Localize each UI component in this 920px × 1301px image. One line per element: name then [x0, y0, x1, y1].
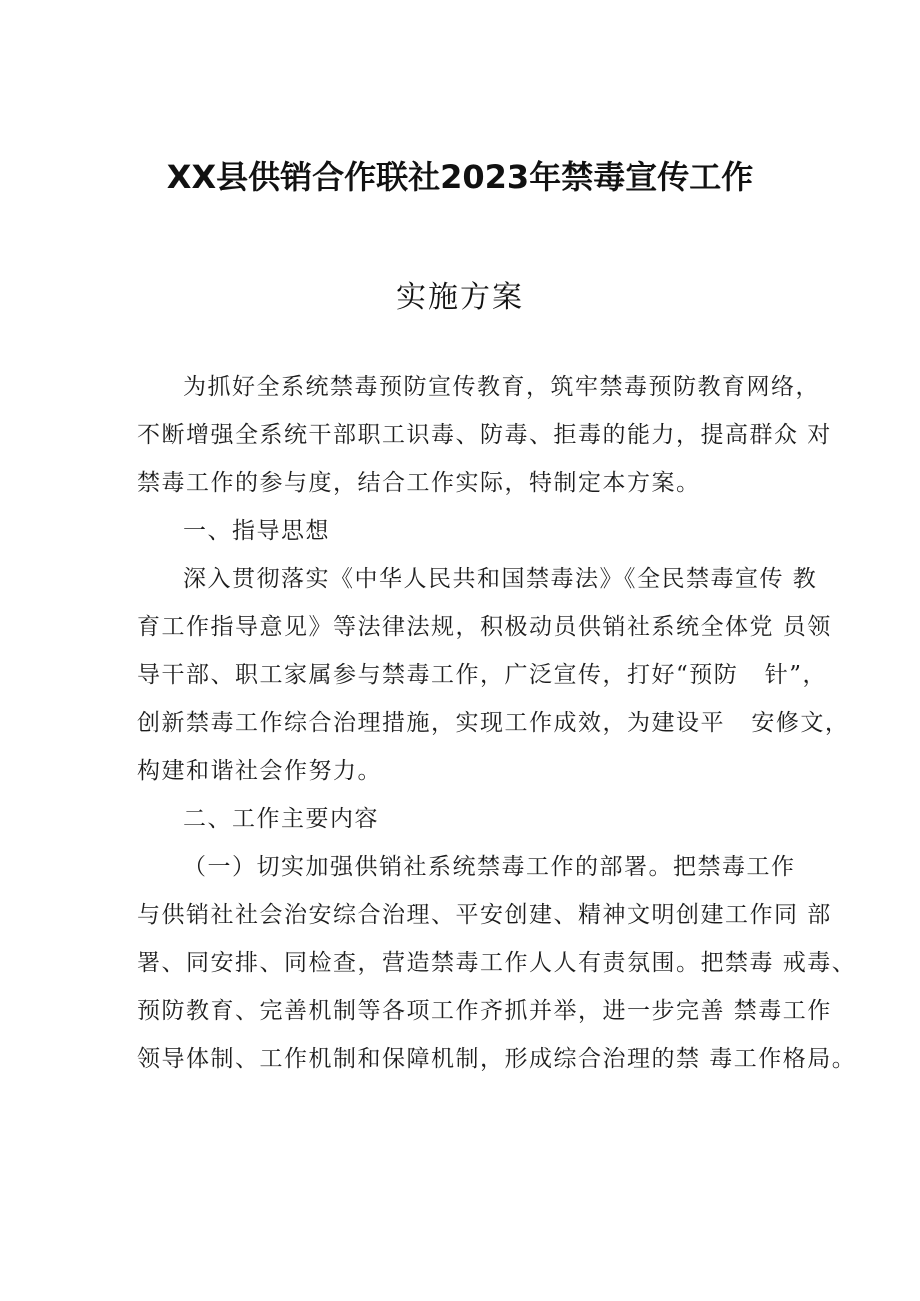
document-title: XX县供销合作联社2023年禁毒宣传工作: [166, 158, 754, 196]
paragraph-line: 导干部、职工家属参与禁毒工作，广泛宣传，打好“预防 针”，: [137, 662, 827, 688]
paragraph-line: 育工作指导意见》等法律法规，积极动员供销社系统全体党 员领: [137, 614, 832, 640]
document-subtitle: 实施方案: [396, 280, 524, 315]
paragraph-line: 署、同安排、同检查，营造禁毒工作人人有责氛围。把禁毒 戒毒、: [137, 950, 857, 976]
paragraph-line: 领导体制、工作机制和保障机制，形成综合治理的禁 毒工作格局。: [137, 1046, 857, 1072]
intro-line: 为抓好全系统禁毒预防宣传教育，筑牢禁毒预防教育网络，: [183, 374, 820, 400]
paragraph-line: 创新禁毒工作综合治理措施，实现工作成效，为建设平 安修文，: [137, 710, 850, 736]
paragraph-line: 深入贯彻落实《中华人民共和国禁毒法》《全民禁毒宣传 教: [183, 566, 818, 592]
paragraph-line: 预防教育、完善机制等各项工作齐抓并举，进一步完善 禁毒工作: [137, 998, 832, 1024]
intro-line: 禁毒工作的参与度，结合工作实际，特制定本方案。: [137, 470, 701, 496]
paragraph-line: 构建和谐社会作努力。: [137, 758, 382, 784]
paragraph-line: （一）切实加强供销社系统禁毒工作的部署。把禁毒工作: [183, 854, 796, 880]
paragraph-line: 与供销社社会治安综合治理、平安创建、精神文明创建工作同 部: [137, 902, 832, 928]
section-heading-main-content: 二、工作主要内容: [183, 806, 379, 832]
intro-line: 不断增强全系统干部职工识毒、防毒、拒毒的能力，提高群众 对: [137, 422, 832, 448]
section-heading-guiding-ideology: 一、指导思想: [183, 518, 330, 544]
